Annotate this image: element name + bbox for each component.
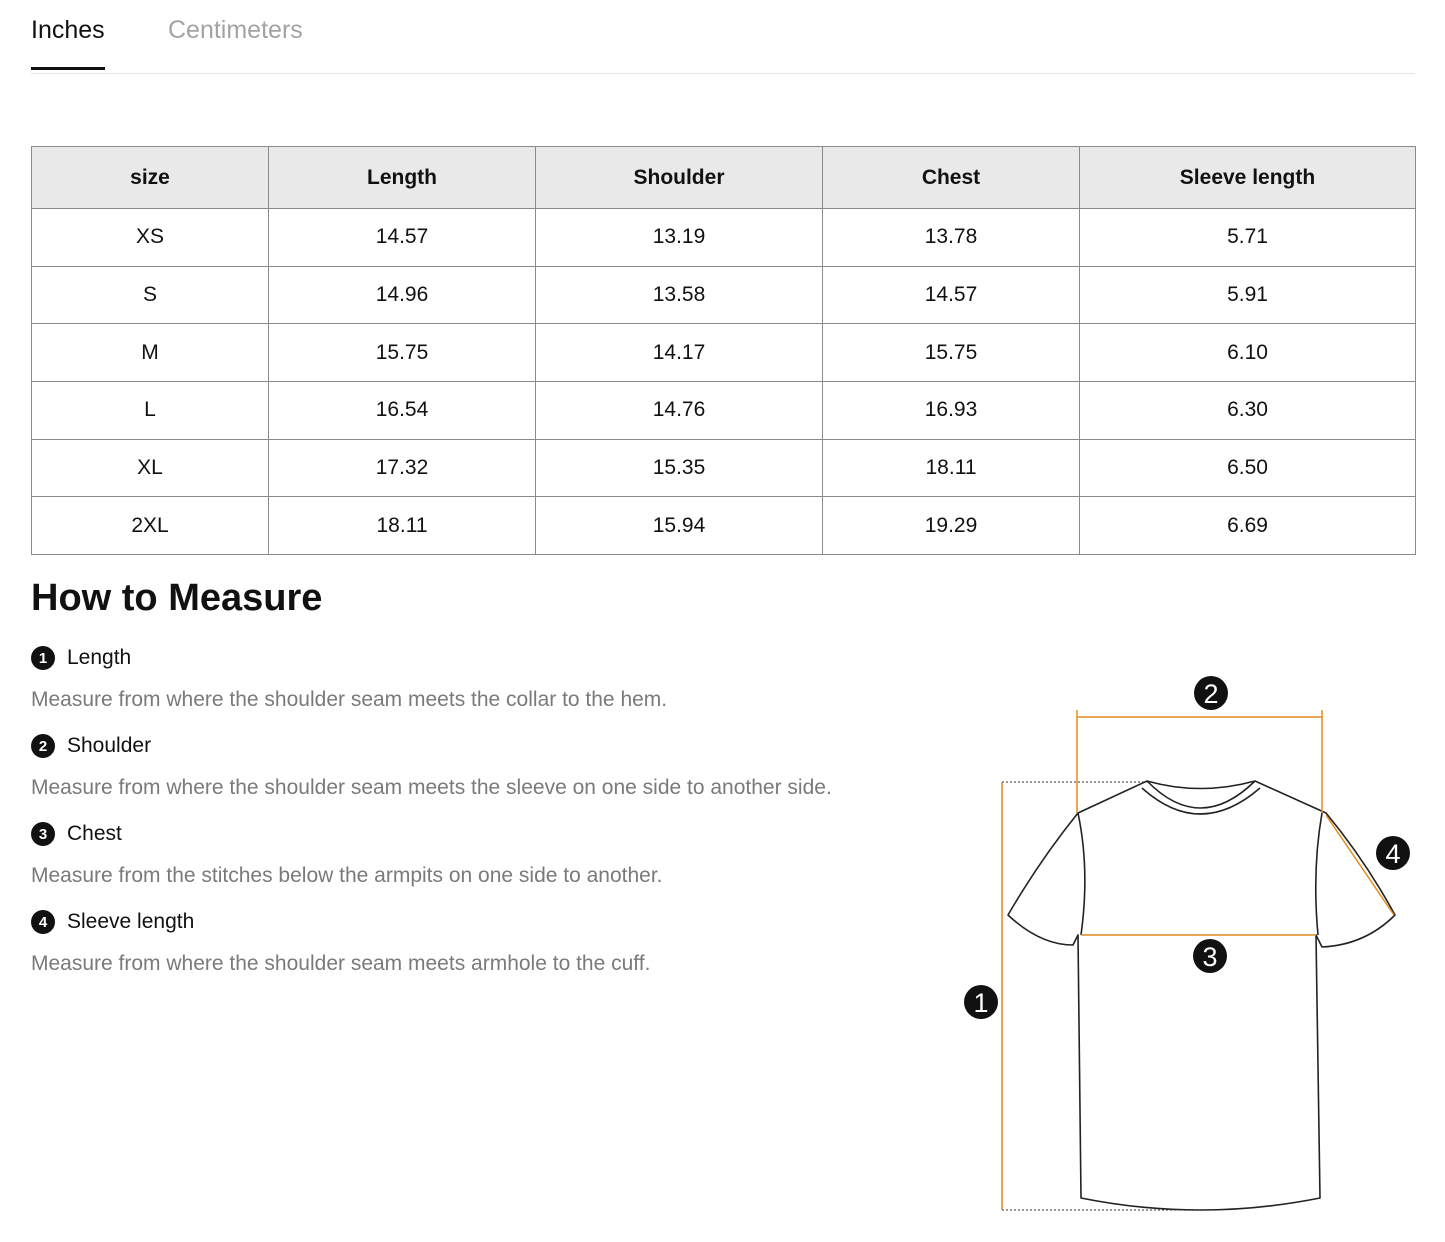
cell-chest: 13.78 [823, 209, 1080, 267]
tab-centimeters[interactable]: Centimeters [168, 16, 303, 44]
cell-size: M [32, 324, 269, 382]
cell-length: 15.75 [269, 324, 536, 382]
table-header-row [32, 147, 1416, 209]
cell-chest: 14.57 [823, 266, 1080, 324]
cell-sleeve-length: 6.50 [1080, 439, 1416, 497]
measure-instructions [31, 644, 931, 996]
cell-size: XL [32, 439, 269, 497]
measure-description: Measure from the stitches below the armpits on one side to another. [31, 864, 663, 887]
measure-description: Measure from where the shoulder seam meets the sleeve on one side to another side. [31, 776, 832, 799]
tshirt-outline-icon [1008, 781, 1395, 1210]
number-badge: 1 [31, 646, 55, 670]
measure-description: Measure from where the shoulder seam meets armhole to the cuff. [31, 952, 651, 975]
table-row [32, 497, 1416, 555]
tshirt-diagram-svg [940, 660, 1420, 1230]
measure-label: Chest [67, 822, 122, 845]
cell-sleeve-length: 6.30 [1080, 382, 1416, 440]
cell-chest: 15.75 [823, 324, 1080, 382]
length-guide-lines [1002, 782, 1200, 1210]
table-row [32, 439, 1416, 497]
cell-shoulder: 14.17 [536, 324, 823, 382]
tab-inches[interactable]: Inches [31, 16, 105, 70]
table-row [32, 382, 1416, 440]
cell-shoulder: 13.58 [536, 266, 823, 324]
header-size: size [32, 147, 269, 209]
cell-sleeve-length: 6.10 [1080, 324, 1416, 382]
cell-length: 17.32 [269, 439, 536, 497]
table-row [32, 209, 1416, 267]
tshirt-measurement-diagram [940, 660, 1420, 1230]
cell-chest: 16.93 [823, 382, 1080, 440]
cell-size: L [32, 382, 269, 440]
cell-chest: 19.29 [823, 497, 1080, 555]
svg-text:3: 3 [1202, 942, 1218, 972]
header-length: Length [269, 147, 536, 209]
cell-size: S [32, 266, 269, 324]
table-row [32, 266, 1416, 324]
number-badge: 3 [31, 822, 55, 846]
marker-1-icon [964, 985, 998, 1019]
measure-item-sleeve-length [31, 908, 931, 996]
cell-length: 14.57 [269, 209, 536, 267]
marker-4-icon [1376, 836, 1410, 870]
cell-chest: 18.11 [823, 439, 1080, 497]
header-shoulder: Shoulder [536, 147, 823, 209]
measure-item-length [31, 644, 931, 732]
svg-text:2: 2 [1203, 679, 1219, 709]
cell-length: 16.54 [269, 382, 536, 440]
measure-item-shoulder [31, 732, 931, 820]
measure-label: Shoulder [67, 734, 152, 757]
cell-shoulder: 14.76 [536, 382, 823, 440]
header-chest: Chest [823, 147, 1080, 209]
cell-sleeve-length: 5.91 [1080, 266, 1416, 324]
number-badge: 4 [31, 910, 55, 934]
cell-length: 18.11 [269, 497, 536, 555]
how-to-measure-title: How to Measure [31, 577, 323, 619]
cell-length: 14.96 [269, 266, 536, 324]
cell-sleeve-length: 5.71 [1080, 209, 1416, 267]
cell-shoulder: 15.94 [536, 497, 823, 555]
cell-size: XS [32, 209, 269, 267]
size-chart-table [31, 146, 1416, 555]
svg-text:4: 4 [1385, 839, 1401, 869]
number-badge: 2 [31, 734, 55, 758]
cell-sleeve-length: 6.69 [1080, 497, 1416, 555]
measure-description: Measure from where the shoulder seam meets the collar to the hem. [31, 688, 668, 711]
marker-2-icon [1194, 676, 1228, 710]
marker-3-icon [1193, 939, 1227, 973]
measure-label: Sleeve length [67, 910, 195, 933]
cell-shoulder: 15.35 [536, 439, 823, 497]
cell-shoulder: 13.19 [536, 209, 823, 267]
cell-size: 2XL [32, 497, 269, 555]
unit-tabs [31, 0, 1415, 74]
measure-item-chest [31, 820, 931, 908]
table-row [32, 324, 1416, 382]
measure-label: Length [67, 646, 132, 669]
header-sleeve-length: Sleeve length [1080, 147, 1416, 209]
svg-text:1: 1 [973, 988, 989, 1018]
